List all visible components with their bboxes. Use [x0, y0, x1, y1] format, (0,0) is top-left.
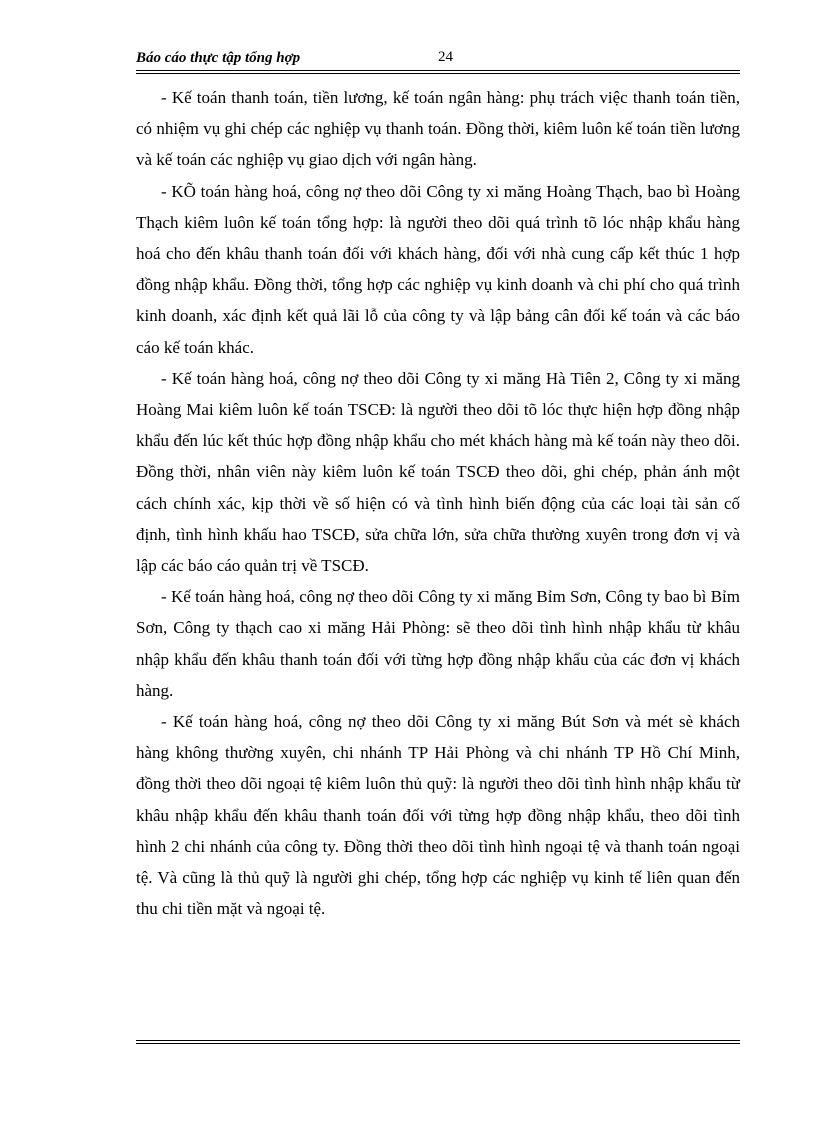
footer-rule: [136, 1040, 740, 1041]
paragraph: - Kế toán thanh toán, tiền lương, kế toán ngân hàng: phụ trách việc thanh toán tiền, có nhiệm vụ ghi chép các nghiệp vụ thanh toán. Đồng thời, kiêm luôn kế toán tiền lương và kế toán các nghiệp vụ giao dịch với ngân hàng.: [136, 88, 740, 170]
header-title: Báo cáo thực tập tổng hợp: [136, 50, 301, 66]
page-footer: [136, 1040, 740, 1046]
footer-rule: [136, 1043, 740, 1044]
paragraph: - Kế toán hàng hoá, công nợ theo dõi Công ty xi măng Hà Tiên 2, Công ty xi măng Hoàng Mai kiêm luôn kế toán TSCĐ: là người theo dõi tõ lóc thực hiện hợp đồng nhập khẩu đến lúc kết thúc hợp đồng nhập khẩu cho mét khách hàng mà kế toán này theo dõi. Đồng thời, nhân viên này kiêm luôn kế toán TSCĐ theo dõi, ghi chép, phản ánh một cách chính xác, kịp thời về số hiện có và tình hình biến động của các loại tài sản cố định, tình hình khấu hao TSCĐ, sửa chữa lớn, sửa chữa thường xuyên trong đơn vị và lập các báo cáo quản trị về TSCĐ.: [136, 368, 740, 576]
paragraph: - Kế toán hàng hoá, công nợ theo dõi Công ty xi măng Bút Sơn và mét sè khách hàng không thường xuyên, chi nhánh TP Hải Phòng và chi nhánh TP Hồ Chí Minh, đồng thời theo dõi ngoại tệ kiêm luôn thủ quỹ: là người theo dõi tình hình nhập khẩu từ khâu nhập khẩu đến khâu thanh toán đối với từng hợp đồng nhập khẩu, theo dõi tình hình 2 chi nhánh của công ty. Đồng thời theo dõi tình hình ngoại tệ và thanh toán ngoại tệ. Và cũng là thủ quỹ là người ghi chép, tổng hợp các nghiệp vụ kinh tế liên quan đến thu chi tiền mặt và ngoại tệ.: [136, 712, 740, 919]
paragraph: - Kế toán hàng hoá, công nợ theo dõi Công ty xi măng Bỉm Sơn, Công ty bao bì Bỉm Sơn, Công ty thạch cao xi măng Hải Phòng: sẽ theo dõi tình hình nhập khẩu từ khâu nhập khẩu đến khâu thanh toán đối với từng hợp đồng nhập khẩu của các đơn vị khách hàng.: [136, 587, 740, 700]
header-rule: [136, 73, 740, 74]
page-number: 24: [438, 49, 453, 65]
body-text: [136, 82, 740, 924]
page-header: [136, 44, 740, 74]
header-rule: [136, 70, 740, 71]
paragraph: - KÕ toán hàng hoá, công nợ theo dõi Công ty xi măng Hoàng Thạch, bao bì Hoàng Thạch kiêm luôn kế toán tổng hợp: là người theo dõi quá trình tõ lóc nhập khẩu hàng hoá cho đến khâu thanh toán đối với khách hàng, đối với nhà cung cấp kết thúc 1 hợp đồng nhập khẩu. Đồng thời, tổng hợp các nghiệp vụ kinh doanh và chi phí cho quá trình kinh doanh, xác định kết quả lãi lỗ của công ty và lập bảng cân đối kế toán và các báo cáo kế toán khác.: [136, 181, 740, 357]
